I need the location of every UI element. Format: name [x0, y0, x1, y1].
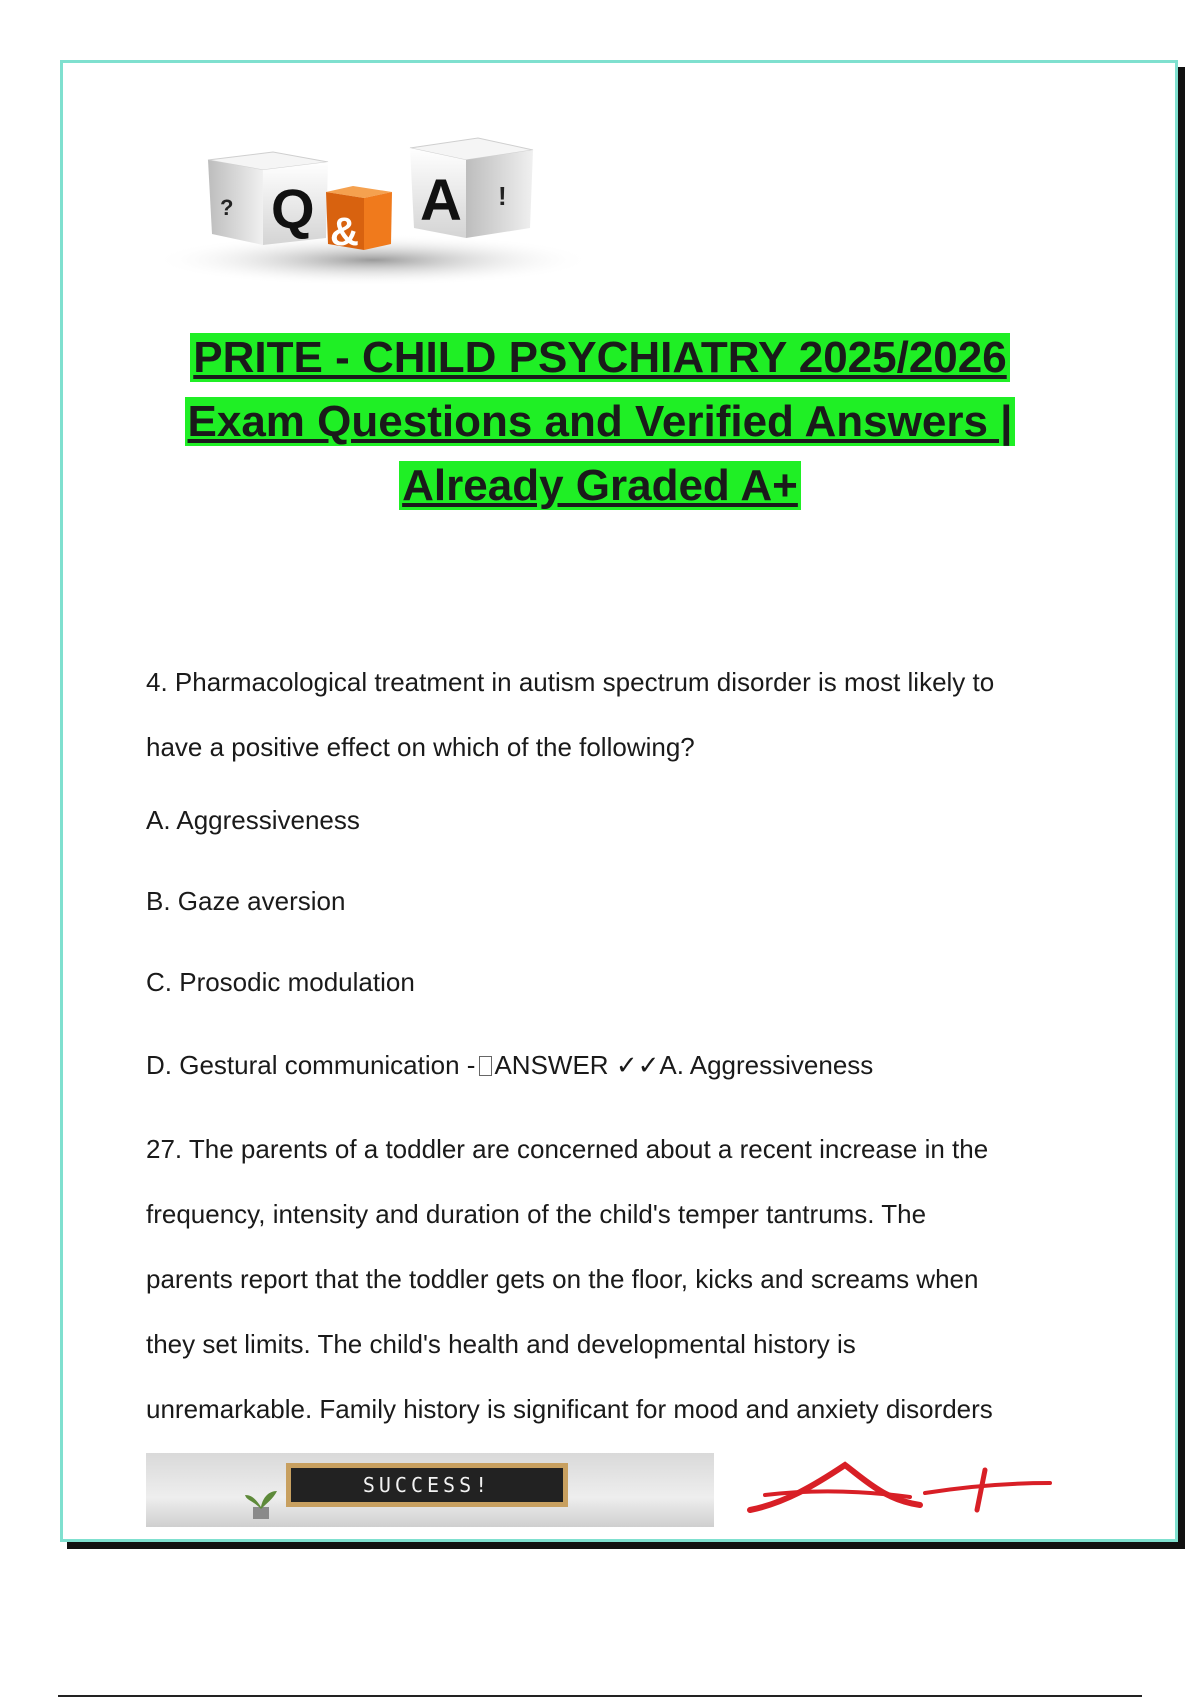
double-check-icon: ✓✓ [615, 1051, 660, 1081]
qa-dice-logo [148, 110, 598, 290]
answer-text: A. Aggressiveness [659, 1050, 874, 1080]
logo-a-letter: A [420, 168, 462, 233]
q4-option-d-with-answer [146, 1023, 1086, 1109]
q4-option-b: B. Gaze aversion [146, 886, 346, 916]
q4-option-d: D. Gestural communication - [146, 1050, 476, 1080]
q4-stem-line-1: 4. Pharmacological treatment in autism spectrum disorder is most likely to [146, 667, 995, 697]
missing-glyph-box-icon [479, 1056, 492, 1076]
logo-ampersand: & [330, 210, 359, 254]
a-plus-grade-graphic [745, 1455, 1060, 1525]
q27-line-2: frequency, intensity and duration of the child's temper tantrums. The [146, 1199, 927, 1229]
logo-q-letter: Q [271, 177, 315, 240]
success-chalkboard: SUCCESS! [286, 1463, 568, 1507]
q4-option-a: A. Aggressiveness [146, 805, 360, 835]
svg-text:?: ? [220, 195, 234, 220]
footer-divider [58, 1695, 1142, 1697]
q27-line-5: unremarkable. Family history is significant for mood and anxiety disorders [146, 1394, 993, 1424]
q27-line-3: parents report that the toddler gets on the floor, kicks and screams when [146, 1264, 979, 1294]
q27-line-1: 27. The parents of a toddler are concerned about a recent increase in the [146, 1134, 989, 1164]
q27-line-4: they set limits. The child's health and developmental history is [146, 1329, 856, 1359]
svg-text:!: ! [498, 181, 507, 211]
plant-icon [241, 1481, 281, 1521]
q4-stem-line-2: have a positive effect on which of the following? [146, 732, 695, 762]
title-line-3: Already Graded A+ [399, 461, 801, 510]
title-line-1: PRITE - CHILD PSYCHIATRY 2025/2026 [190, 333, 1009, 382]
success-banner-image [146, 1453, 714, 1527]
q4-option-c: C. Prosodic modulation [146, 967, 415, 997]
title-line-2: Exam Questions and Verified Answers | [185, 397, 1016, 446]
document-title [120, 326, 1080, 518]
qa-content [146, 650, 1086, 1442]
answer-label: ANSWER [494, 1050, 609, 1080]
question-27 [146, 1117, 1086, 1442]
